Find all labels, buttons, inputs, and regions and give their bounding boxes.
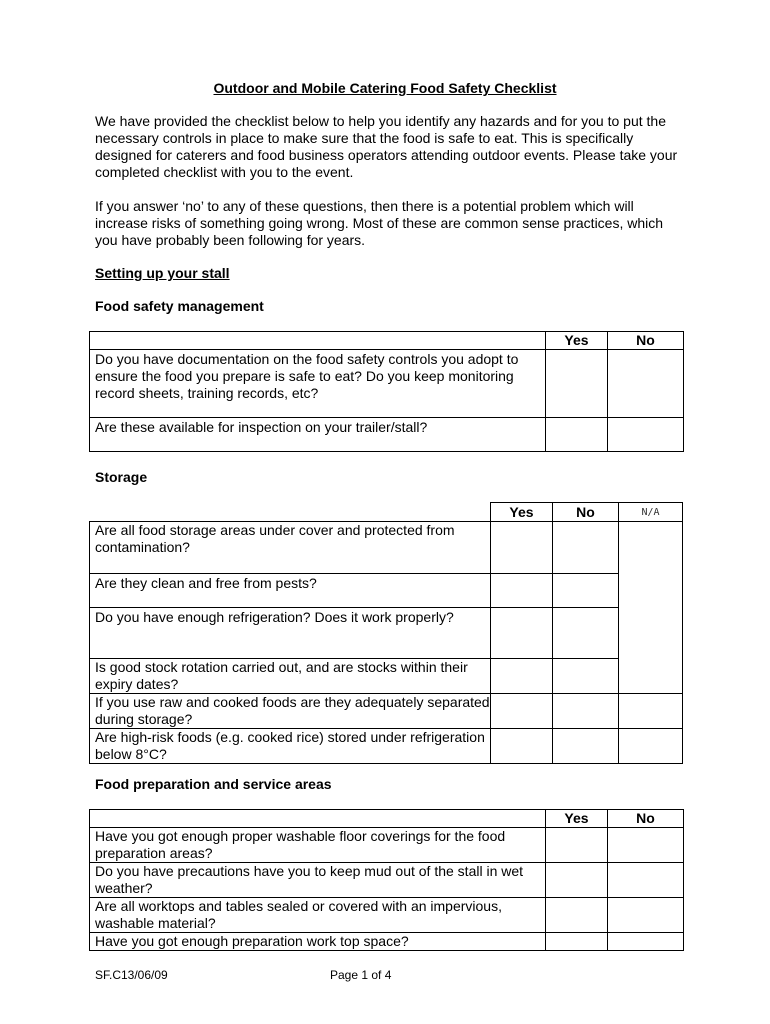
fsm-answer-no[interactable] (608, 350, 684, 418)
storage-answer-no[interactable] (553, 729, 619, 764)
prep-answer-no[interactable] (608, 933, 684, 951)
fsm-question: Are these available for inspection on your trailer/stall? (90, 418, 546, 452)
prep-question: Do you have precautions have you to keep mud out of the stall in wet weather? (90, 863, 546, 898)
storage-question: Do you have enough refrigeration? Does it work properly? (90, 608, 491, 659)
prep-answer-yes[interactable] (546, 898, 608, 933)
page-number: Page 1 of 4 (330, 968, 392, 982)
document-code: SF.C13/06/09 (95, 968, 168, 982)
storage-answer-yes[interactable] (491, 574, 553, 608)
fsm-col-no: No (608, 332, 684, 350)
storage-col-no: No (553, 503, 619, 522)
storage-answer-no[interactable] (553, 522, 619, 574)
prep-heading: Food preparation and service areas (95, 776, 332, 792)
prep-answer-no[interactable] (608, 898, 684, 933)
storage-answer-yes[interactable] (491, 659, 553, 694)
storage-question: Are they clean and free from pests? (90, 574, 491, 608)
prep-question: Have you got enough preparation work top space? (90, 933, 546, 951)
prep-col-yes: Yes (546, 810, 608, 828)
prep-answer-yes[interactable] (546, 863, 608, 898)
prep-question: Have you got enough proper washable floor coverings for the food preparation areas? (90, 828, 546, 863)
prep-answer-yes[interactable] (546, 933, 608, 951)
storage-question: If you use raw and cooked foods are they adequately separated during storage? (90, 694, 491, 729)
fsm-table (89, 331, 684, 452)
storage-answer-no[interactable] (553, 694, 619, 729)
prep-table (89, 809, 684, 951)
storage-answer-yes[interactable] (491, 522, 553, 574)
fsm-answer-yes[interactable] (546, 418, 608, 452)
prep-header-blank (90, 810, 546, 828)
intro-paragraph: We have provided the checklist below to help you identify any hazards and for you to put the necessary controls in place to make sure that the food is safe to eat. This is specifically designed for caterers and food business operators attending outdoor events. Please take your completed checklist with you to the event. (95, 113, 678, 180)
fsm-answer-yes[interactable] (546, 350, 608, 418)
section-heading: Setting up your stall (95, 265, 230, 281)
prep-answer-yes[interactable] (546, 828, 608, 863)
fsm-header-blank (90, 332, 546, 350)
fsm-question: Do you have documentation on the food safety controls you adopt to ensure the food you prepare is safe to eat? Do you keep monitoring record sheets, training records, etc? (90, 350, 546, 418)
fsm-answer-no[interactable] (608, 418, 684, 452)
storage-col-na: N/A (619, 503, 683, 522)
storage-answer-na[interactable] (619, 729, 683, 764)
storage-heading: Storage (95, 469, 148, 485)
storage-col-yes: Yes (491, 503, 553, 522)
storage-answer-na[interactable] (619, 522, 683, 694)
fsm-heading: Food safety management (95, 298, 264, 314)
storage-answer-no[interactable] (553, 608, 619, 659)
storage-answer-yes[interactable] (491, 694, 553, 729)
storage-answer-no[interactable] (553, 574, 619, 608)
storage-question: Are all food storage areas under cover and protected from contamination? (90, 522, 491, 574)
prep-answer-no[interactable] (608, 828, 684, 863)
storage-answer-yes[interactable] (491, 608, 553, 659)
page-title: Outdoor and Mobile Catering Food Safety Checklist (213, 80, 557, 96)
storage-question: Is good stock rotation carried out, and are stocks within their expiry dates? (90, 659, 491, 694)
storage-table (89, 502, 683, 764)
intro-paragraph-2: If you answer ‘no’ to any of these questions, then there is a potential problem which will increase risks of something going wrong. Most of these are common sense practices, which you have probably been following for years. (95, 198, 664, 248)
storage-answer-no[interactable] (553, 659, 619, 694)
fsm-col-yes: Yes (546, 332, 608, 350)
storage-header-blank (90, 503, 491, 522)
prep-col-no: No (608, 810, 684, 828)
prep-question: Are all worktops and tables sealed or covered with an impervious, washable material? (90, 898, 546, 933)
storage-answer-yes[interactable] (491, 729, 553, 764)
prep-answer-no[interactable] (608, 863, 684, 898)
storage-answer-na[interactable] (619, 694, 683, 729)
storage-question: Are high-risk foods (e.g. cooked rice) stored under refrigeration below 8°C? (90, 729, 491, 764)
